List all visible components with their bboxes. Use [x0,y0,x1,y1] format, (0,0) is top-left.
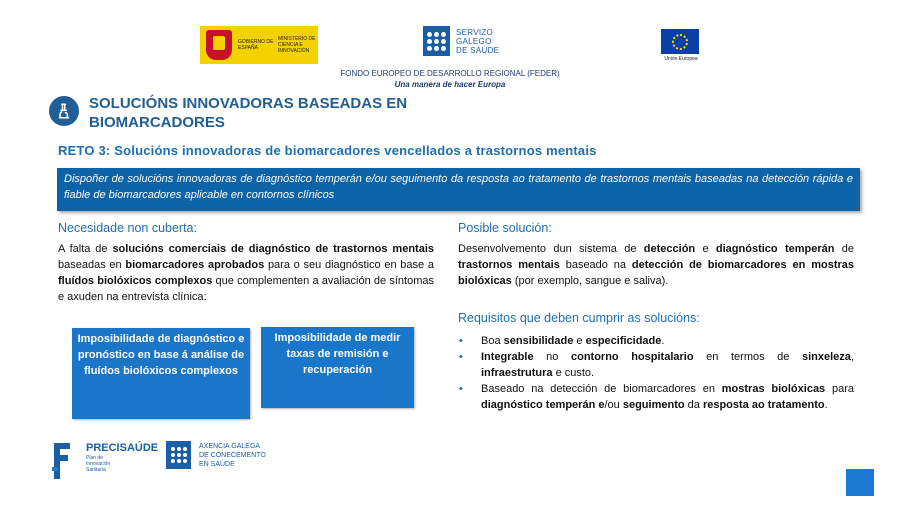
eu-caption: Unión Europea [664,56,698,62]
list-item: • Integrable no contorno hospitalario en termos de sinxeleza, infraestrutura e custo. [459,351,854,379]
sgs-logo-text: SERVIZO GALEGO DE SAÚDE [456,27,500,55]
challenge-title: RETO 3: Solucións innovadoras de biomarcadores vencellados a trastornos mentais [58,143,597,158]
corner-accent-square [846,469,874,496]
impossibility-diagnosis-box: Imposibilidade de diagnóstico e pronóstico en base á análise de fluídos biolóxicos complexos [72,328,250,419]
microscope-icon [49,96,79,126]
feder-tagline: Una manera de hacer Europa [394,80,506,89]
solution-section [458,221,854,413]
gov-logo-right-text: MINISTERIO DE CIENCIA E INNOVACIÓN [278,36,316,54]
precisaude-logo-icon [50,441,72,481]
spain-coat-of-arms-icon [206,30,232,60]
feder-line: FONDO EUROPEO DE DESARROLLO REGIONAL (FEDER) [340,69,560,78]
acis-logo-text: AXENCIA GALEGA DE CONECEMENTO EN SAÚDE [199,443,266,468]
eu-flag-icon [661,29,699,54]
page-title: SOLUCIÓNS INNOVADORAS BASEADAS EN BIOMARCADORES [89,95,408,131]
objective-text: Dispoñer de solucións innovadoras de diagnóstico temperán e/ou seguimento da resposta ao tratamento de trastornos mentais baseadas na detección rápida e fiable de biomarcadores aplicable en contornos clínicos [64,173,853,201]
need-text: A falta de solucións comerciais de diagnóstico de trastornos mentais baseadas en biomarcadores aprobados para o seu diagnóstico en base a fluídos biolóxicos complexos que complementen a avaliación de síntomas e axuden na entrevista clínica: [58,243,434,303]
need-section [58,221,434,305]
impossibility-measure-box: Imposibilidade de medir taxas de remisión e recuperación [261,327,414,408]
gobierno-espana-logo [200,26,318,64]
requirements-list [458,333,854,413]
solution-heading: Posible solución: [458,221,552,235]
requirements-heading: Requisitos que deben cumprir as solucións: [458,311,700,325]
acis-cross-icon [166,441,191,469]
gov-logo-left-text: GOBIERNO DE ESPAÑA [238,39,274,51]
servizo-galego-saude-logo [423,26,499,56]
precisaude-name: PRECISAÚDE [86,442,159,454]
need-heading: Necesidade non cuberta: [58,221,197,235]
galicia-cross-icon [423,26,450,56]
list-item: • Baseado na detección de biomarcadores en mostras biolóxicas para diagnóstico temperán e/ou seguimento da resposta ao tratamento. [459,383,855,411]
precisaude-subtitle: Plan de Innovación Sanitaria [86,455,111,473]
objective-banner [57,168,860,211]
solution-text: Desenvolvemento dun sistema de detección e diagnóstico temperán de trastornos mentais baseado na detección de biomarcadores en mostras biolóxicas (por exemplo, sangue e saliva). [458,243,855,287]
list-item: • Boa sensibilidade e especificidade. [459,335,665,347]
